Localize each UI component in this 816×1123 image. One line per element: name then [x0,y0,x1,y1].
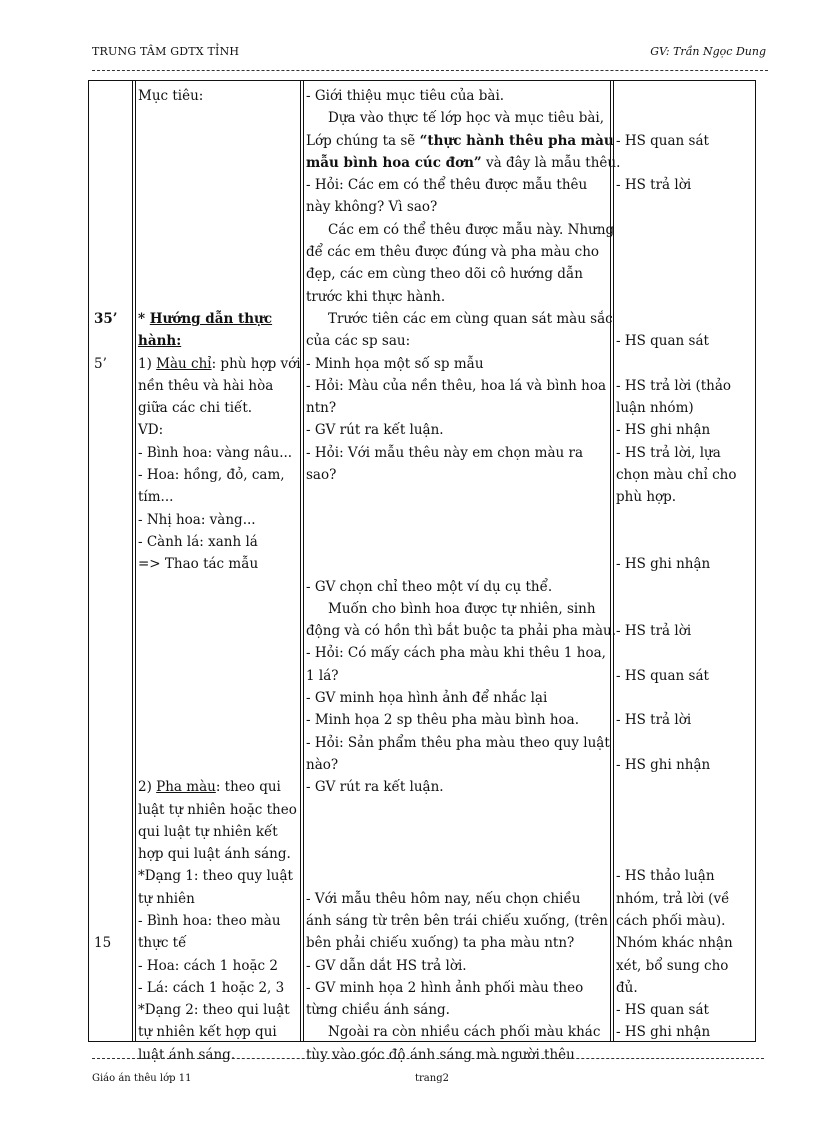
content-line: hợp qui luật ánh sáng. [138,846,291,863]
student-line: đủ. [616,979,638,996]
huong-dan-heading: * Hướng dẫn thực [138,310,273,327]
content-line: *Dạng 2: theo qui luật [138,1002,290,1019]
content-line: - Bình hoa: vàng nâu... [138,444,293,461]
teacher-line: - Hỏi: Có mấy cách pha màu khi thêu 1 hoa, [306,645,606,662]
content-line: VD: [138,422,164,439]
content-line: nền thêu và hài hòa [138,377,274,394]
huong-dan-heading-cont: hành: [138,333,182,350]
teacher-line: Dựa vào thực tế lớp học và mục tiêu bài, [328,110,605,127]
content-line: *Dạng 1: theo quy luật [138,868,293,885]
teacher-line: của các sp sau: [306,333,411,350]
column-divider [300,81,301,1041]
teacher-line: - Với mẫu thêu hôm nay, nếu chọn chiều [306,890,581,907]
footer-divider [92,1058,764,1059]
teacher-line: - GV dẫn dắt HS trả lời. [306,957,467,974]
student-line: - HS ghi nhận [616,556,711,573]
teacher-activity-column [306,85,621,1066]
teacher-line: Ngoài ra còn nhiều cách phối màu khác [328,1024,601,1041]
student-line: - HS ghi nhận [616,1024,711,1041]
teacher-line: động và có hồn thì bắt buộc ta phải pha màu. [306,623,617,640]
content-line: giữa các chi tiết. [138,400,253,417]
teacher-line: ánh sáng từ trên bên trái chiếu xuống, (trên [306,912,608,929]
student-line: - HS quan sát [616,667,709,684]
column-divider [132,81,133,1041]
teacher-line: - Hỏi: Các em có thể thêu được mẫu thêu [306,177,588,194]
time-35: 35’ [94,310,118,327]
content-line: => Thao tác mẫu [138,556,259,573]
content-line: - Hoa: cách 1 hoặc 2 [138,957,278,974]
student-line: - HS trả lời, lựa [616,444,721,461]
student-line: - HS trả lời [616,712,692,729]
teacher-line: Muốn cho bình hoa được tự nhiên, sinh [328,600,596,617]
muc-tieu-label: Mục tiêu: [138,88,204,104]
teacher-line: ntn? [306,400,337,417]
student-line: - HS quan sát [616,333,709,350]
content-line: - Nhị hoa: vàng... [138,511,256,528]
teacher-line: bên phải chiếu xuống) ta pha màu ntn? [306,935,575,952]
teacher-line: từng chiều ánh sáng. [306,1002,450,1019]
lesson-table [88,80,756,1063]
content-column [138,85,301,1066]
student-line: - HS quan sát [616,132,709,149]
teacher-line: mẫu bình hoa cúc đơn” và đây là mẫu thêu. [306,154,621,171]
teacher-line: - GV rút ra kết luận. [306,422,444,439]
content-line: qui luật tự nhiên kết [138,823,278,840]
teacher-line: - Hỏi: Với mẫu thêu này em chọn màu ra [306,444,584,461]
content-line: - Hoa: hồng, đỏ, cam, [138,467,285,484]
student-line: chọn màu chỉ cho [616,467,737,484]
header-school: TRUNG TÂM GDTX TỈNH [92,45,240,58]
student-line: luận nhóm) [616,400,694,417]
teacher-line: đẹp, các em cùng theo dõi cô hướng dẫn [306,266,583,283]
student-line: xét, bổ sung cho [616,957,729,974]
student-line: - HS ghi nhận [616,422,711,439]
teacher-line: - Hỏi: Sản phẩm thêu pha màu theo quy luật [306,734,610,751]
teacher-line: Các em có thể thêu được mẫu này. Nhưng [328,221,615,238]
teacher-line: tùy vào góc độ ánh sáng mà người thêu [306,1046,575,1063]
teacher-line: - Giới thiệu mục tiêu của bài. [306,88,505,104]
student-line: cách phối màu). [616,912,726,929]
content-line: tự nhiên kết hợp qui [138,1024,277,1041]
footer-title: Giáo án thêu lớp 11 [92,1073,192,1084]
student-line: - HS trả lời [616,177,692,194]
teacher-line: sao? [306,467,337,484]
teacher-line: Trước tiên các em cùng quan sát màu sắc [328,310,613,327]
student-activity-column [616,85,751,1044]
header-teacher: GV: Trần Ngọc Dung [650,45,766,58]
time-15: 15 [94,935,112,952]
content-line: tím... [138,489,174,506]
student-line: - HS trả lời [616,623,692,640]
teacher-line: - Minh họa 2 sp thêu pha màu bình hoa. [306,712,579,729]
teacher-line: để các em thêu được đúng và pha màu cho [306,244,600,261]
teacher-line: - Minh họa một số sp mẫu [306,355,484,372]
student-line: - HS quan sát [616,1002,709,1019]
teacher-line: này không? Vì sao? [306,199,438,216]
content-line: luật tự nhiên hoặc theo [138,801,297,818]
student-line: - HS thảo luận [616,868,715,885]
content-line: - Lá: cách 1 hoặc 2, 3 [138,979,285,996]
student-line: nhóm, trả lời (về [616,890,730,907]
page-number: trang2 [415,1073,449,1084]
content-line: - Cành lá: xanh lá [138,533,258,550]
content-line: thực tế [138,935,187,952]
student-line: phù hợp. [616,489,677,506]
time-5: 5’ [94,355,107,372]
teacher-line: nào? [306,756,339,773]
mau-chi-item: 1) Màu chỉ: phù hợp với [138,355,301,372]
column-divider [303,81,304,1041]
column-divider [135,81,136,1041]
student-line: - HS trả lời (thảo [616,377,732,394]
pha-mau-item: 2) Pha màu: theo qui [138,779,281,796]
time-column [94,85,130,955]
teacher-line: - GV minh họa 2 hình ảnh phối màu theo [306,979,584,996]
teacher-line: - GV rút ra kết luận. [306,779,444,796]
teacher-line: - GV minh họa hình ảnh để nhắc lại [306,690,548,707]
student-line: - HS ghi nhận [616,756,711,773]
teacher-line: - GV chọn chỉ theo một ví dụ cụ thể. [306,578,553,595]
teacher-line: trước khi thực hành. [306,288,446,305]
teacher-line: - Hỏi: Màu của nền thêu, hoa lá và bình hoa [306,377,607,394]
content-line: - Bình hoa: theo màu [138,912,281,929]
teacher-line: 1 lá? [306,667,339,684]
teacher-line: Lớp chúng ta sẽ “thực hành thêu pha màu [306,132,614,149]
content-line: luật ánh sáng. [138,1046,236,1063]
header-divider [92,70,768,71]
student-line: Nhóm khác nhận [616,935,733,952]
content-line: tự nhiên [138,890,195,907]
